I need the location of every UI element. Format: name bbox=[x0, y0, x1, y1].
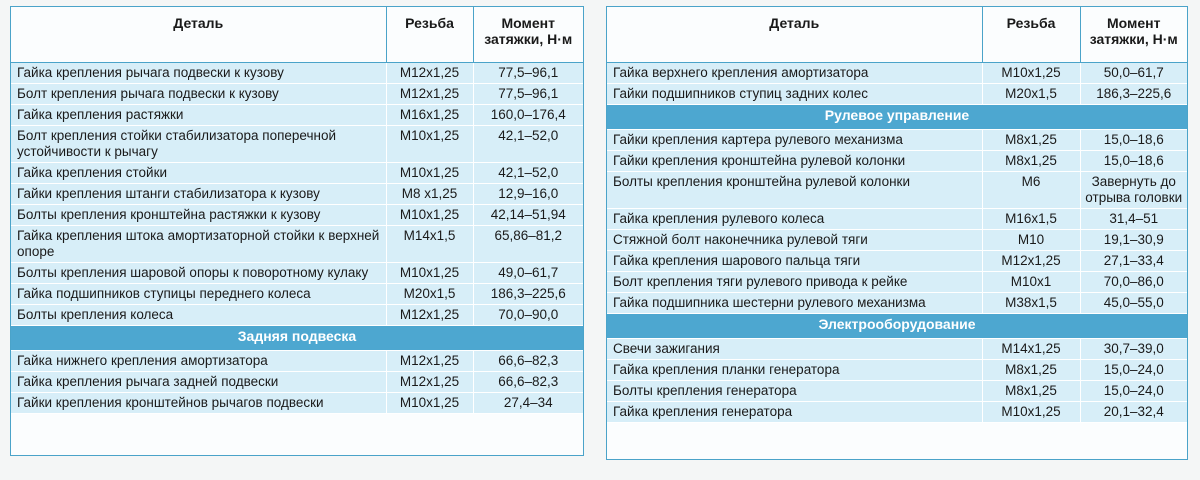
part-cell: Гайка подшипников ступицы переднего колеса bbox=[11, 284, 386, 305]
table-row bbox=[11, 126, 583, 163]
table-row bbox=[607, 209, 1187, 230]
table-row bbox=[607, 381, 1187, 402]
torque-cell: 42,1–52,0 bbox=[473, 163, 583, 184]
header-part: Деталь bbox=[607, 7, 982, 63]
table-row bbox=[607, 130, 1187, 151]
part-cell: Гайки крепления кронштейнов рычагов подвески bbox=[11, 393, 386, 414]
table-row bbox=[11, 205, 583, 226]
table-row bbox=[11, 226, 583, 263]
torque-cell: 30,7–39,0 bbox=[1080, 339, 1187, 360]
thread-cell: М12х1,25 bbox=[386, 63, 473, 84]
table-row bbox=[607, 293, 1187, 314]
thread-cell: М10х1,25 bbox=[386, 205, 473, 226]
torque-cell: 49,0–61,7 bbox=[473, 263, 583, 284]
part-cell: Болт крепления стойки стабилизатора поперечной устойчивости к рычагу bbox=[11, 126, 386, 163]
header-thread: Резьба bbox=[386, 7, 473, 63]
thread-cell: М8х1,25 bbox=[982, 381, 1080, 402]
torque-cell: 77,5–96,1 bbox=[473, 84, 583, 105]
section-header-row bbox=[607, 105, 1187, 130]
part-cell: Гайка крепления рулевого колеса bbox=[607, 209, 982, 230]
thread-cell: М10х1,25 bbox=[386, 393, 473, 414]
thread-cell: М8 х1,25 bbox=[386, 184, 473, 205]
right-torque-table-panel bbox=[606, 6, 1188, 460]
thread-cell: М38х1,5 bbox=[982, 293, 1080, 314]
torque-cell: 12,9–16,0 bbox=[473, 184, 583, 205]
thread-cell: М8х1,25 bbox=[982, 130, 1080, 151]
torque-cell: 19,1–30,9 bbox=[1080, 230, 1187, 251]
thread-cell: М12х1,25 bbox=[982, 251, 1080, 272]
table-row bbox=[607, 339, 1187, 360]
thread-cell: М10х1,25 bbox=[982, 402, 1080, 423]
table-row bbox=[607, 63, 1187, 84]
torque-cell: 27,1–33,4 bbox=[1080, 251, 1187, 272]
table-row bbox=[11, 305, 583, 326]
table-row bbox=[607, 360, 1187, 381]
torque-cell: 27,4–34 bbox=[473, 393, 583, 414]
torque-cell: 50,0–61,7 bbox=[1080, 63, 1187, 84]
part-cell: Гайка крепления рычага задней подвески bbox=[11, 372, 386, 393]
torque-cell: 70,0–90,0 bbox=[473, 305, 583, 326]
part-cell: Гайки крепления штанги стабилизатора к кузову bbox=[11, 184, 386, 205]
left-torque-table-panel bbox=[10, 6, 584, 456]
section-title: Электрооборудование bbox=[607, 314, 1187, 339]
part-cell: Гайка крепления генератора bbox=[607, 402, 982, 423]
thread-cell: М12х1,25 bbox=[386, 372, 473, 393]
section-header-row bbox=[607, 314, 1187, 339]
thread-cell: М8х1,25 bbox=[982, 151, 1080, 172]
part-cell: Гайка верхнего крепления амортизатора bbox=[607, 63, 982, 84]
table-row bbox=[11, 163, 583, 184]
table-row bbox=[607, 272, 1187, 293]
thread-cell: М8х1,25 bbox=[982, 360, 1080, 381]
torque-cell: 77,5–96,1 bbox=[473, 63, 583, 84]
header-torque: Момент затяжки, Н·м bbox=[473, 7, 583, 63]
torque-cell: Завернуть до отрыва головки bbox=[1080, 172, 1187, 209]
torque-cell: 66,6–82,3 bbox=[473, 351, 583, 372]
table-row bbox=[11, 184, 583, 205]
table-row bbox=[11, 351, 583, 372]
thread-cell: М10х1,25 bbox=[386, 163, 473, 184]
part-cell: Болты крепления колеса bbox=[11, 305, 386, 326]
part-cell: Гайки крепления картера рулевого механизма bbox=[607, 130, 982, 151]
part-cell: Гайка крепления рычага подвески к кузову bbox=[11, 63, 386, 84]
right-torque-table bbox=[607, 7, 1187, 423]
thread-cell: М12х1,25 bbox=[386, 84, 473, 105]
table-row bbox=[11, 63, 583, 84]
thread-cell: М14х1,25 bbox=[982, 339, 1080, 360]
part-cell: Болт крепления тяги рулевого привода к рейке bbox=[607, 272, 982, 293]
part-cell: Гайка крепления стойки bbox=[11, 163, 386, 184]
torque-cell: 70,0–86,0 bbox=[1080, 272, 1187, 293]
part-cell: Болты крепления генератора bbox=[607, 381, 982, 402]
torque-cell: 45,0–55,0 bbox=[1080, 293, 1187, 314]
torque-cell: 15,0–24,0 bbox=[1080, 381, 1187, 402]
table-header-row bbox=[11, 7, 583, 63]
part-cell: Гайка крепления штока амортизаторной стойки к верхней опоре bbox=[11, 226, 386, 263]
part-cell: Гайка нижнего крепления амортизатора bbox=[11, 351, 386, 372]
thread-cell: М20х1,5 bbox=[386, 284, 473, 305]
part-cell: Стяжной болт наконечника рулевой тяги bbox=[607, 230, 982, 251]
table-row bbox=[607, 402, 1187, 423]
table-row bbox=[607, 251, 1187, 272]
part-cell: Болты крепления шаровой опоры к поворотному кулаку bbox=[11, 263, 386, 284]
part-cell: Гайки подшипников ступиц задних колес bbox=[607, 84, 982, 105]
header-torque: Момент затяжки, Н·м bbox=[1080, 7, 1187, 63]
section-title: Задняя подвеска bbox=[11, 326, 583, 351]
part-cell: Болт крепления рычага подвески к кузову bbox=[11, 84, 386, 105]
table-row bbox=[11, 284, 583, 305]
torque-cell: 15,0–18,6 bbox=[1080, 130, 1187, 151]
torque-cell: 160,0–176,4 bbox=[473, 105, 583, 126]
torque-cell: 15,0–18,6 bbox=[1080, 151, 1187, 172]
thread-cell: М10х1 bbox=[982, 272, 1080, 293]
table-row bbox=[607, 151, 1187, 172]
part-cell: Гайки крепления кронштейна рулевой колонки bbox=[607, 151, 982, 172]
table-row bbox=[607, 172, 1187, 209]
thread-cell: М16х1,25 bbox=[386, 105, 473, 126]
thread-cell: М10 bbox=[982, 230, 1080, 251]
part-cell: Свечи зажигания bbox=[607, 339, 982, 360]
left-table-body bbox=[11, 63, 583, 414]
table-row bbox=[11, 105, 583, 126]
table-row bbox=[11, 263, 583, 284]
thread-cell: М16х1,5 bbox=[982, 209, 1080, 230]
torque-cell: 15,0–24,0 bbox=[1080, 360, 1187, 381]
part-cell: Гайка подшипника шестерни рулевого механизма bbox=[607, 293, 982, 314]
thread-cell: М6 bbox=[982, 172, 1080, 209]
thread-cell: М12х1,25 bbox=[386, 351, 473, 372]
thread-cell: М10х1,25 bbox=[386, 126, 473, 163]
table-row bbox=[11, 84, 583, 105]
part-cell: Болты крепления кронштейна растяжки к кузову bbox=[11, 205, 386, 226]
part-cell: Гайка крепления планки генератора bbox=[607, 360, 982, 381]
torque-cell: 186,3–225,6 bbox=[1080, 84, 1187, 105]
thread-cell: М10х1,25 bbox=[386, 263, 473, 284]
header-thread: Резьба bbox=[982, 7, 1080, 63]
torque-cell: 42,14–51,94 bbox=[473, 205, 583, 226]
part-cell: Гайка крепления растяжки bbox=[11, 105, 386, 126]
torque-cell: 42,1–52,0 bbox=[473, 126, 583, 163]
header-part: Деталь bbox=[11, 7, 386, 63]
torque-cell: 66,6–82,3 bbox=[473, 372, 583, 393]
thread-cell: М20х1,5 bbox=[982, 84, 1080, 105]
part-cell: Гайка крепления шарового пальца тяги bbox=[607, 251, 982, 272]
thread-cell: М14х1,5 bbox=[386, 226, 473, 263]
part-cell: Болты крепления кронштейна рулевой колонки bbox=[607, 172, 982, 209]
right-table-body bbox=[607, 63, 1187, 423]
torque-cell: 186,3–225,6 bbox=[473, 284, 583, 305]
section-header-row bbox=[11, 326, 583, 351]
thread-cell: М12х1,25 bbox=[386, 305, 473, 326]
torque-cell: 65,86–81,2 bbox=[473, 226, 583, 263]
table-row bbox=[607, 230, 1187, 251]
table-row bbox=[11, 393, 583, 414]
torque-cell: 31,4–51 bbox=[1080, 209, 1187, 230]
torque-cell: 20,1–32,4 bbox=[1080, 402, 1187, 423]
thread-cell: М10х1,25 bbox=[982, 63, 1080, 84]
table-row bbox=[607, 84, 1187, 105]
left-torque-table bbox=[11, 7, 583, 414]
section-title: Рулевое управление bbox=[607, 105, 1187, 130]
table-row bbox=[11, 372, 583, 393]
table-header-row bbox=[607, 7, 1187, 63]
